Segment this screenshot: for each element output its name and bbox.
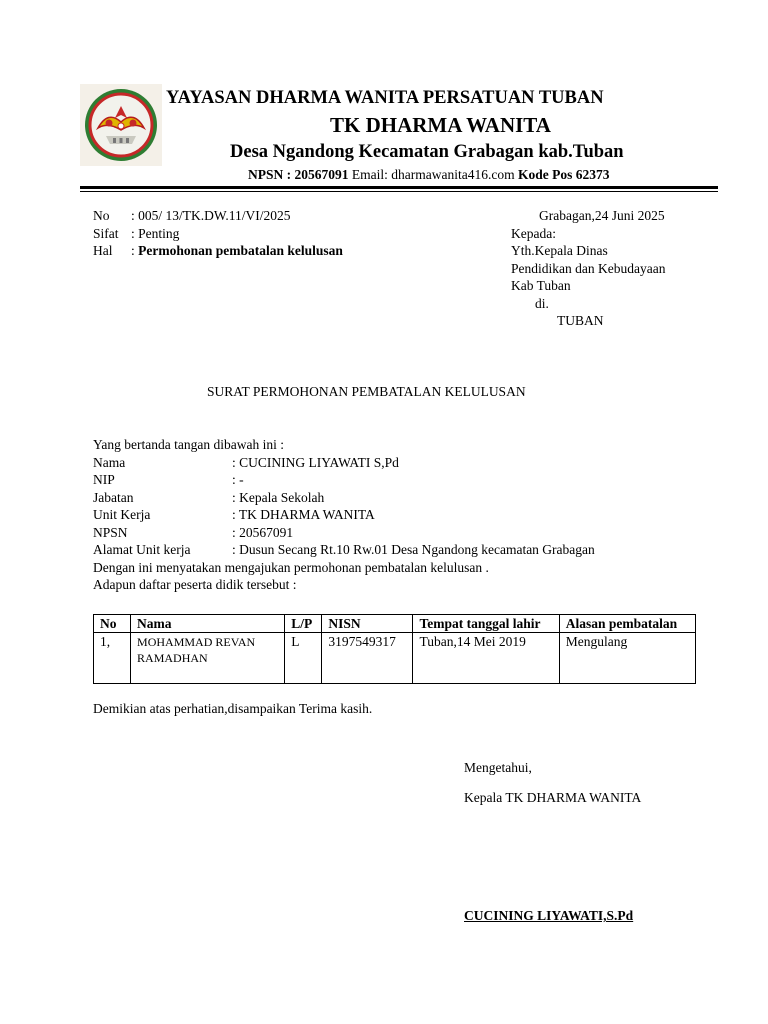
school-address: Desa Ngandong Kecamatan Grabagan kab.Tuban — [230, 142, 624, 162]
sifat-label: Sifat — [93, 226, 119, 241]
field-label-nip: NIP — [93, 472, 115, 487]
hal-value: Permohonan pembatalan kelulusan — [138, 243, 343, 258]
cell-no: 1, — [94, 633, 131, 684]
contact-line — [248, 167, 609, 183]
header-rule-thin — [80, 191, 718, 192]
field-label-nama: Nama — [93, 455, 126, 470]
postcode-label: Kode Pos 62373 — [517, 167, 610, 182]
recipient-line-4: Kab Tuban — [511, 278, 571, 293]
field-label-unit-kerja: Unit Kerja — [93, 507, 151, 522]
recipient-line-6: TUBAN — [557, 313, 604, 328]
field-value-npsn: : 20567091 — [232, 525, 294, 540]
recipient-line-5: di. — [535, 296, 549, 311]
letter-title: SURAT PERMOHONAN PEMBATALAN KELULUSAN — [207, 384, 526, 399]
sifat-value: : Penting — [131, 226, 180, 241]
table-header-lp: L/P — [285, 615, 322, 633]
body-statement: Dengan ini menyatakan mengajukan permohonan pembatalan kelulusan . — [93, 560, 489, 575]
field-value-nip: : - — [232, 472, 244, 487]
signatory-position: Kepala TK DHARMA WANITA — [464, 790, 642, 805]
body-intro: Yang bertanda tangan dibawah ini : — [93, 437, 284, 452]
cell-alasan: Mengulang — [559, 633, 695, 684]
body-list-intro: Adapun daftar peserta didik tersebut : — [93, 577, 297, 592]
table-header-row — [94, 615, 696, 633]
field-label-npsn: NPSN — [93, 525, 128, 540]
table-header-nisn: NISN — [322, 615, 413, 633]
recipient-line-3: Pendidikan dan Kebudayaan — [511, 261, 666, 276]
dharma-wanita-logo — [80, 84, 162, 166]
letter-date: Grabagan,24 Juni 2025 — [539, 208, 665, 223]
table-header-alasan: Alasan pembatalan — [559, 615, 695, 633]
cell-nama: MOHAMMAD REVAN RAMADHAN — [131, 633, 285, 684]
closing-text: Demikian atas perhatian,disampaikan Terima kasih. — [93, 701, 373, 716]
hal-label: Hal — [93, 243, 113, 258]
cell-ttl: Tuban,14 Mei 2019 — [413, 633, 559, 684]
hal-colon: : — [131, 243, 139, 258]
foundation-name: YAYASAN DHARMA WANITA PERSATUAN TUBAN — [166, 88, 604, 108]
email-label: Email: dharmawanita416.com — [348, 167, 518, 182]
cell-lp: L — [285, 633, 322, 684]
no-label: No — [93, 208, 110, 223]
acknowledged-label: Mengetahui, — [464, 760, 532, 775]
school-name: TK DHARMA WANITA — [330, 113, 551, 137]
no-value: : 005/ 13/TK.DW.11/VI/2025 — [131, 208, 291, 223]
student-table — [93, 614, 696, 684]
signatory-name: CUCINING LIYAWATI,S.Pd — [464, 908, 634, 923]
field-label-jabatan: Jabatan — [93, 490, 134, 505]
cell-nisn: 3197549317 — [322, 633, 413, 684]
field-value-alamat: : Dusun Secang Rt.10 Rw.01 Desa Ngandong kecamatan Grabagan — [232, 542, 595, 557]
table-header-no: No — [94, 615, 131, 633]
table-row — [94, 633, 696, 684]
table-header-ttl: Tempat tanggal lahir — [413, 615, 559, 633]
npsn-label: NPSN : 20567091 — [248, 167, 349, 182]
field-value-jabatan: : Kepala Sekolah — [232, 490, 325, 505]
header-rule-thick — [80, 186, 718, 189]
field-label-alamat: Alamat Unit kerja — [93, 542, 191, 557]
table-header-nama: Nama — [131, 615, 285, 633]
recipient-line-2: Yth.Kepala Dinas — [511, 243, 608, 258]
hal-line — [131, 243, 343, 259]
recipient-line-1: Kepada: — [511, 226, 556, 241]
field-value-unit-kerja: : TK DHARMA WANITA — [232, 507, 375, 522]
field-value-nama: : CUCINING LIYAWATI S,Pd — [232, 455, 399, 470]
